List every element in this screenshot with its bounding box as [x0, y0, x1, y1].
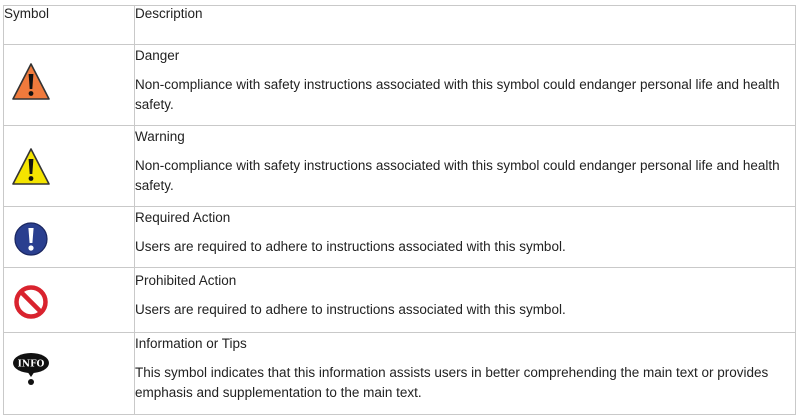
table-row-warning	[4, 126, 796, 207]
warning-triangle-icon	[11, 147, 51, 187]
description-cell	[135, 333, 796, 415]
symbol-cell	[4, 126, 135, 207]
info-tips-icon	[11, 349, 51, 389]
danger-triangle-icon	[11, 62, 51, 102]
description-cell	[135, 126, 796, 207]
row-title: Prohibited Action	[135, 273, 237, 288]
symbol-cell	[4, 45, 135, 126]
table-header-row	[4, 6, 796, 45]
svg-text:INFO: INFO	[17, 359, 45, 370]
row-title: Information or Tips	[135, 336, 247, 351]
row-text: Users are required to adhere to instructions associated with this symbol.	[135, 302, 566, 317]
description-cell	[135, 207, 796, 268]
description-cell	[135, 45, 796, 126]
prohibited-action-icon	[11, 282, 51, 322]
row-title: Danger	[135, 48, 180, 63]
row-text: Users are required to adhere to instructions associated with this symbol.	[135, 239, 566, 254]
symbol-column-header: Symbol	[4, 6, 135, 45]
row-title: Required Action	[135, 210, 231, 225]
row-text: Non-compliance with safety instructions associated with this symbol could endanger personal life and health safety.	[135, 77, 780, 112]
row-text: This symbol indicates that this information assists users in better comprehending the main text or provides emphasis and supplementation to the main text.	[135, 365, 769, 400]
symbol-description-table	[3, 5, 796, 415]
description-cell	[135, 268, 796, 333]
table-row-prohibited-action	[4, 268, 796, 333]
required-action-icon	[11, 219, 51, 259]
table-row-danger	[4, 45, 796, 126]
row-title: Warning	[135, 129, 185, 144]
symbol-cell	[4, 333, 135, 415]
symbol-cell	[4, 268, 135, 333]
table-row-information-tips	[4, 333, 796, 415]
description-column-header: Description	[135, 6, 796, 45]
table-row-required-action	[4, 207, 796, 268]
row-text: Non-compliance with safety instructions associated with this symbol could endanger personal life and health safety.	[135, 158, 780, 193]
symbol-cell	[4, 207, 135, 268]
